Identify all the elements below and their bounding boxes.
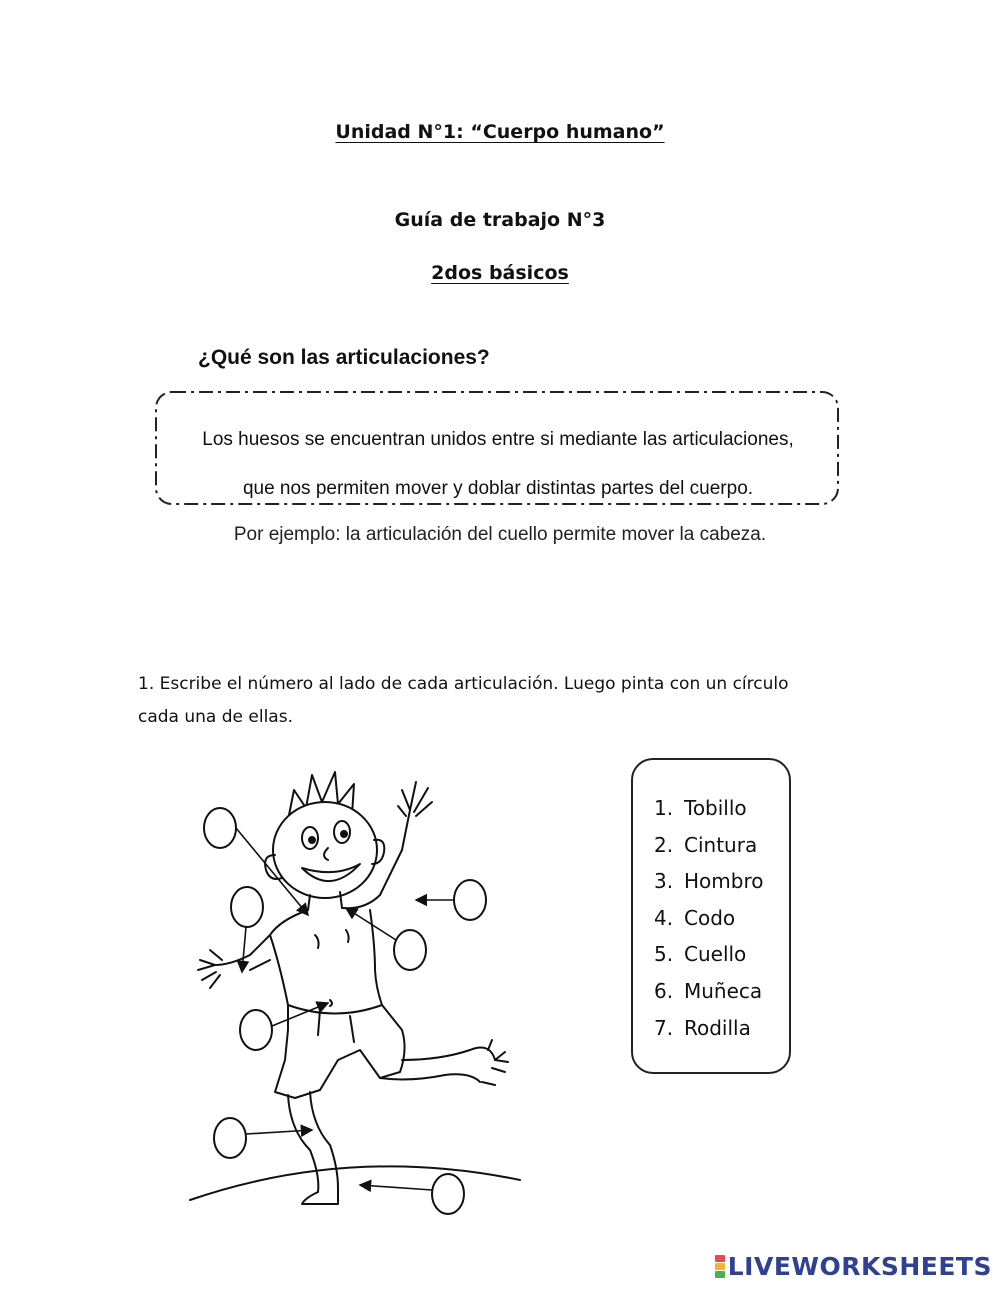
unit-title: Unidad N°1: “Cuerpo humano”	[335, 121, 665, 143]
answer-circle-2[interactable]	[231, 887, 263, 927]
list-item: 1. Tobillo	[654, 796, 747, 820]
answer-circle-1[interactable]	[204, 808, 236, 848]
example-text: Por ejemplo: la articulación del cuello permite mover la cabeza.	[233, 524, 767, 545]
boy-illustration	[170, 760, 540, 1220]
answer-circle-4[interactable]	[394, 930, 426, 970]
question-heading: ¿Qué son las articulaciones?	[198, 346, 490, 369]
answer-circle-6[interactable]	[214, 1118, 246, 1158]
list-item: 7. Rodilla	[654, 1015, 751, 1040]
list-item: 5. Cuello	[654, 942, 747, 967]
grade-title: 2dos básicos	[431, 262, 569, 284]
answer-circle-7[interactable]	[432, 1174, 464, 1214]
answer-circle-3[interactable]	[454, 880, 486, 920]
joints-list	[654, 796, 763, 1052]
brand-name: LIVEWORKSHEETS	[727, 1252, 992, 1281]
instruction-line-2: cada una de ellas.	[138, 707, 293, 727]
answer-circle-5[interactable]	[240, 1010, 272, 1050]
definition-line-1: Los huesos se encuentran unidos entre si mediante las articulaciones,	[202, 429, 794, 450]
list-item: 6. Muñeca	[654, 978, 763, 1003]
instruction	[138, 668, 858, 734]
guide-title: Guía de trabajo N°3	[394, 209, 606, 231]
list-item: 3. Hombro	[654, 869, 764, 894]
list-item: 4. Codo	[654, 905, 736, 930]
liveworksheets-logo	[715, 1252, 992, 1281]
instruction-line-1: 1. Escribe el número al lado de cada articulación. Luego pinta con un círculo	[138, 674, 789, 694]
list-item: 2. Cintura	[654, 832, 758, 857]
definition-line-2: que nos permiten mover y doblar distintas partes del cuerpo.	[242, 478, 754, 499]
logo-mark-icon	[715, 1255, 725, 1278]
